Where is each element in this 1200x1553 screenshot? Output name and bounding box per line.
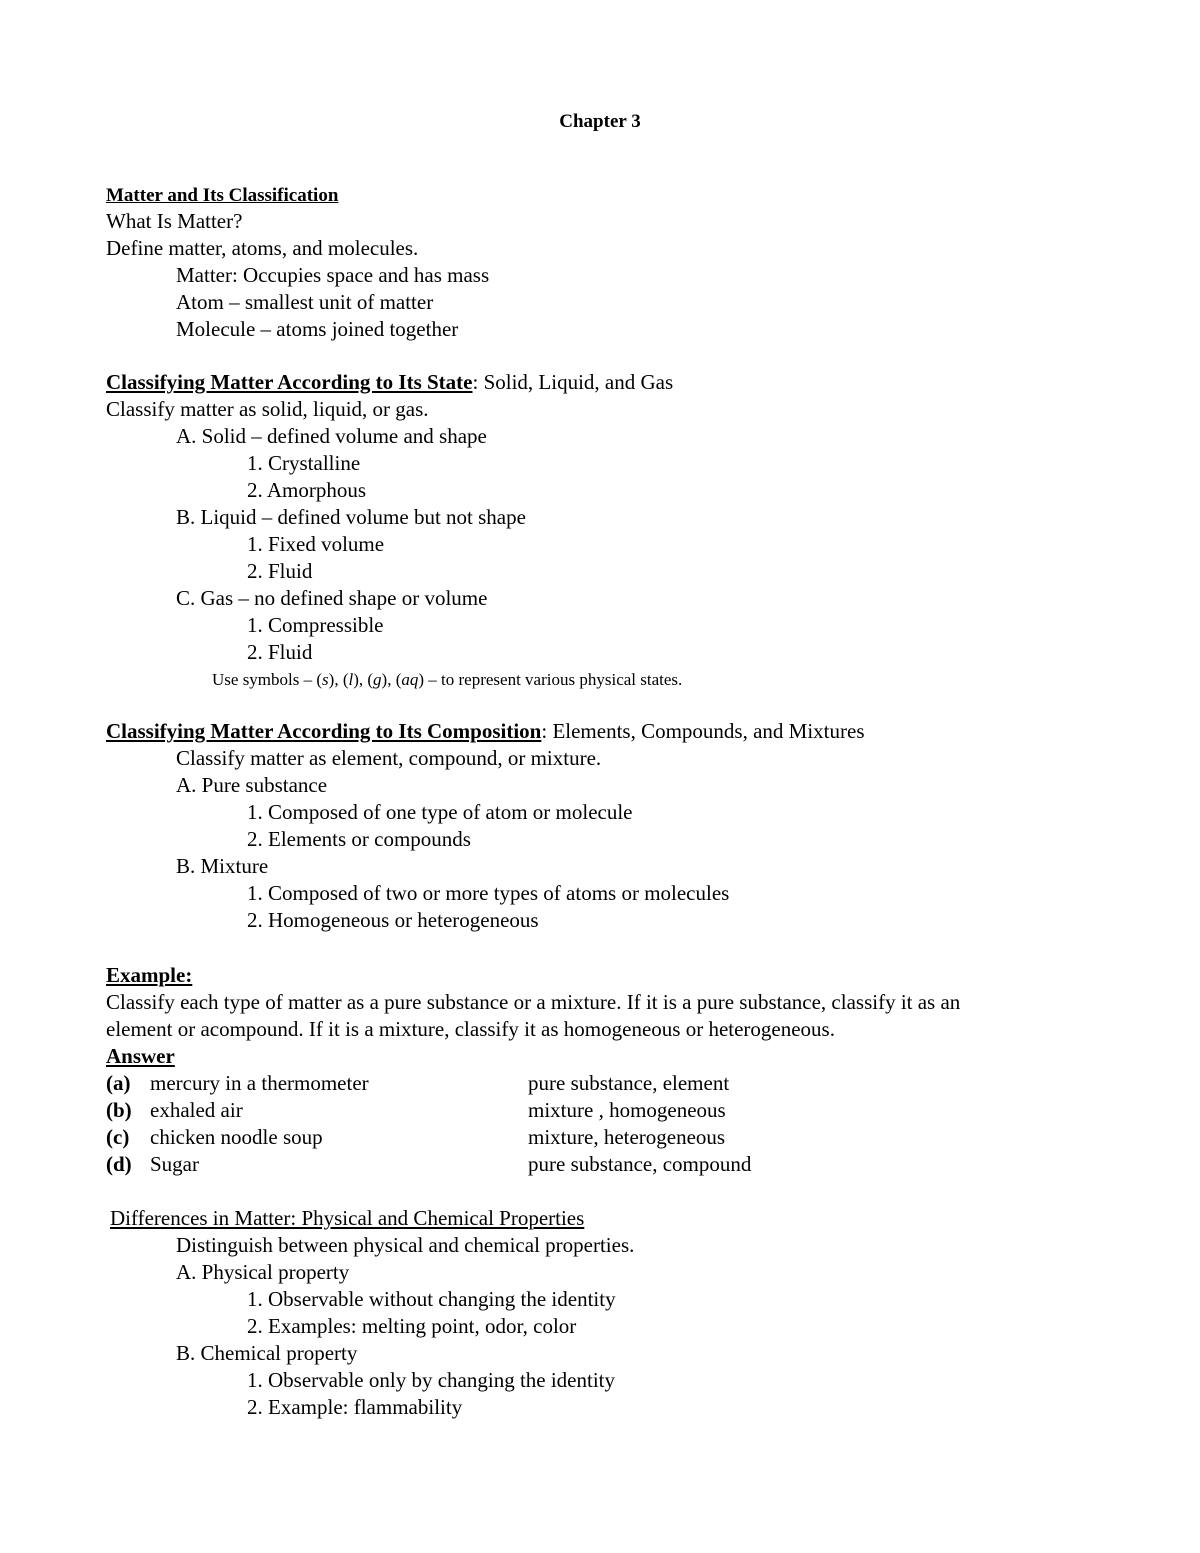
list-item: 2. Elements or compounds <box>247 827 471 851</box>
list-item: 1. Composed of one type of atom or molecule <box>247 800 633 824</box>
section-instruction: Classify matter as element, compound, or mixture. <box>176 746 602 770</box>
list-item: B. Mixture <box>176 854 269 878</box>
list-item: A. Physical property <box>176 1260 350 1284</box>
answer-heading: Answer <box>106 1044 175 1068</box>
list-item: B. Chemical property <box>176 1341 358 1365</box>
list-item: Matter: Occupies space and has mass <box>176 263 490 287</box>
list-item: B. Liquid – defined volume but not shape <box>176 505 526 529</box>
list-item: C. Gas – no defined shape or volume <box>176 586 488 610</box>
symbols-note: Use symbols – (s), (l), (g), (aq) – to represent various physical states. <box>212 670 683 689</box>
list-item: A. Solid – defined volume and shape <box>176 424 487 448</box>
answer-letter: (d) <box>106 1152 132 1176</box>
example-text: element or acompound. If it is a mixture, classify it as homogeneous or heterogeneous. <box>106 1017 835 1041</box>
list-item: Molecule – atoms joined together <box>176 317 459 341</box>
section-heading: Classifying Matter According to Its State <box>106 370 473 394</box>
list-item: 1. Observable only by changing the identity <box>247 1368 616 1392</box>
list-item: 2. Amorphous <box>247 478 367 502</box>
answer-item: mercury in a thermometer <box>150 1071 369 1095</box>
list-item: 2. Fluid <box>247 559 313 583</box>
example-heading: Example: <box>106 963 193 987</box>
answer-letter: (a) <box>106 1071 131 1095</box>
answer-result: pure substance, compound <box>528 1152 752 1176</box>
section-heading-rest: : Elements, Compounds, and Mixtures <box>541 719 865 743</box>
answer-item: Sugar <box>150 1152 199 1176</box>
list-item: 1. Compressible <box>247 613 384 637</box>
list-item: 2. Examples: melting point, odor, color <box>247 1314 577 1338</box>
list-item: A. Pure substance <box>176 773 328 797</box>
section-heading-line <box>106 369 1106 396</box>
section-instruction: Define matter, atoms, and molecules. <box>106 236 419 260</box>
section-heading-rest: : Solid, Liquid, and Gas <box>472 370 674 394</box>
answer-row <box>106 1124 1106 1151</box>
example-text: Classify each type of matter as a pure substance or a mixture. If it is a pure substance, classify it as an <box>106 990 961 1014</box>
section-instruction: Classify matter as solid, liquid, or gas. <box>106 397 429 421</box>
list-item: 1. Observable without changing the identity <box>247 1287 616 1311</box>
section-composition <box>106 718 1106 934</box>
answer-item: chicken noodle soup <box>150 1125 323 1149</box>
answer-item: exhaled air <box>150 1098 243 1122</box>
section-heading: Matter and Its Classification <box>106 185 339 206</box>
list-item: Atom – smallest unit of matter <box>176 290 434 314</box>
section-properties <box>110 1205 1110 1232</box>
list-item: 1. Fixed volume <box>247 532 385 556</box>
list-item: 2. Homogeneous or heterogeneous <box>247 908 539 932</box>
answer-row <box>106 1097 1106 1124</box>
section-matter-classification <box>106 181 1106 343</box>
list-item: 1. Composed of two or more types of atoms or molecules <box>247 881 730 905</box>
section-state <box>106 369 1106 693</box>
section-heading: Classifying Matter According to Its Composition <box>106 719 542 743</box>
section-question: What Is Matter? <box>106 209 243 233</box>
list-item: 2. Fluid <box>247 640 313 664</box>
section-example <box>106 962 1106 1178</box>
section-properties-body <box>106 1232 1106 1421</box>
section-instruction: Distinguish between physical and chemical properties. <box>176 1233 635 1257</box>
section-heading: Differences in Matter: Physical and Chemical Properties <box>110 1206 585 1230</box>
answer-letter: (c) <box>106 1125 130 1149</box>
chapter-title: Chapter 3 <box>559 111 641 132</box>
list-item: 2. Example: flammability <box>247 1395 463 1419</box>
answer-row <box>106 1151 1106 1178</box>
list-item: 1. Crystalline <box>247 451 361 475</box>
section-heading-line <box>106 718 1106 745</box>
answer-result: pure substance, element <box>528 1071 730 1095</box>
answer-row <box>106 1070 1106 1097</box>
answer-result: mixture , homogeneous <box>528 1098 726 1122</box>
answer-result: mixture, heterogeneous <box>528 1125 726 1149</box>
answer-letter: (b) <box>106 1098 132 1122</box>
